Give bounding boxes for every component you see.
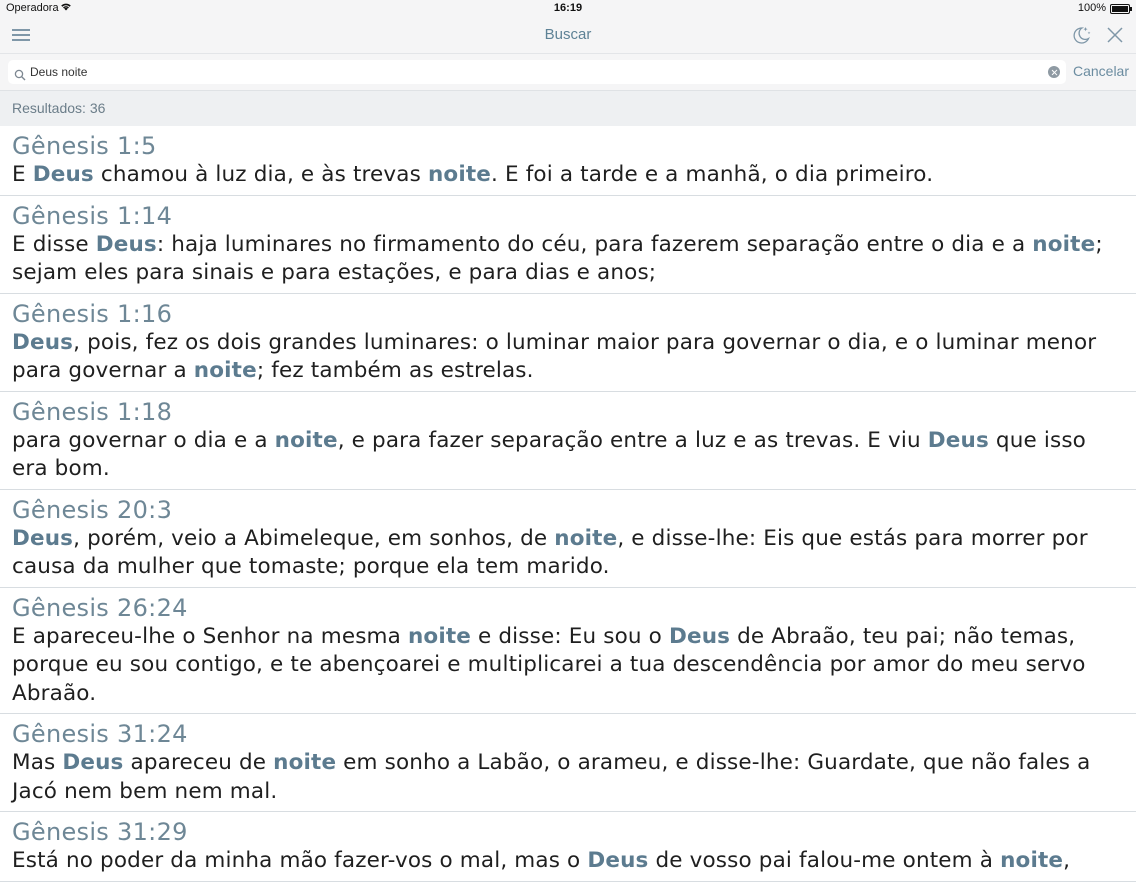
search-bar <box>0 54 1136 91</box>
verse-text-segment: , e disse-lhe: Eis que estás para morrer por causa da mulher que tomaste; porque ela tem marido. <box>12 525 1088 579</box>
highlighted-term: noite <box>273 750 337 775</box>
verse-text <box>12 231 1124 288</box>
results-header <box>0 91 1136 126</box>
verse-text-segment: Está no poder da minha mão fazer-vos o mal, mas o <box>12 848 588 873</box>
verse-text-segment: , e para fazer separação entre a luz e as trevas. E viu <box>337 427 928 453</box>
highlighted-term: noite <box>1032 231 1096 257</box>
verse-reference: Gênesis 31:24 <box>12 720 188 748</box>
highlighted-term: noite <box>407 623 472 649</box>
status-time: 16:19 <box>553 2 583 14</box>
result-item[interactable] <box>0 392 1136 490</box>
clear-search-icon[interactable] <box>1048 66 1060 78</box>
verse-text <box>12 749 1124 806</box>
result-item[interactable] <box>0 490 1136 588</box>
verse-text-segment: E apareceu-lhe o Senhor na mesma <box>12 623 408 649</box>
verse-text-segment: E disse <box>12 231 96 257</box>
nav-bar <box>0 17 1136 54</box>
result-item[interactable] <box>0 196 1136 294</box>
highlighted-term: Deus <box>12 525 74 551</box>
highlighted-term: Deus <box>12 329 74 355</box>
verse-text-segment: ; fez também as estrelas. <box>256 358 534 383</box>
verse-text-segment: , porém, veio a Abimeleque, em sonhos, de <box>73 525 555 551</box>
verse-text <box>12 427 1124 484</box>
highlighted-term: noite <box>274 427 338 453</box>
verse-text-segment: , <box>1063 848 1071 873</box>
results-count: Resultados: 36 <box>12 100 106 116</box>
verse-text-segment: em sonho a Labão, o arameu, e disse-lhe: Guardate, que não fales a Jacó nem bem nem mal. <box>12 750 1091 804</box>
result-item[interactable] <box>0 812 1136 882</box>
verse-text-segment: que isso era bom. <box>12 427 1086 481</box>
highlighted-term: Deus <box>927 427 989 453</box>
result-item[interactable] <box>0 714 1136 812</box>
highlighted-term: Deus <box>587 848 649 873</box>
verse-text <box>12 161 1124 190</box>
highlighted-term: Deus <box>95 231 157 257</box>
verse-reference: Gênesis 1:14 <box>12 201 173 230</box>
verse-text-segment: chamou à luz dia, e às trevas <box>93 162 428 187</box>
verse-reference: Gênesis 1:18 <box>12 397 173 426</box>
close-icon[interactable] <box>1106 26 1124 44</box>
verse-reference: Gênesis 31:29 <box>12 818 188 846</box>
verse-text-segment: ; sejam eles para sinais e para estações, e para dias e anos; <box>12 231 1103 285</box>
result-item[interactable] <box>0 294 1136 392</box>
highlighted-term: noite <box>193 358 257 383</box>
highlighted-term: Deus <box>62 750 124 775</box>
results-list[interactable] <box>0 126 1136 873</box>
verse-text <box>12 329 1124 386</box>
highlighted-term: noite <box>427 162 492 187</box>
verse-text-segment: de Abraão, teu pai; não temas, porque eu sou contigo, e te abençoarei e multiplicarei a tua descendência por amor do meu servo Abraão. <box>12 623 1086 706</box>
search-input[interactable] <box>30 62 1030 82</box>
verse-text-segment: Mas <box>12 750 63 775</box>
verse-text <box>12 623 1124 709</box>
verse-text <box>12 847 1124 876</box>
verse-reference: Gênesis 20:3 <box>12 495 173 524</box>
search-icon <box>14 66 26 78</box>
verse-reference: Gênesis 26:24 <box>12 593 188 622</box>
verse-text-segment: : haja luminares no firmamento do céu, para fazerem separação entre o dia e a <box>156 231 1033 257</box>
night-mode-icon[interactable] <box>1070 24 1092 46</box>
cancel-button[interactable]: Cancelar <box>1072 63 1129 79</box>
verse-reference: Gênesis 1:5 <box>12 132 157 160</box>
verse-reference: Gênesis 1:16 <box>12 299 173 328</box>
verse-text-segment: . E foi a tarde e a manhã, o dia primeiro. <box>491 162 934 187</box>
verse-text-segment: para governar o dia e a <box>12 427 275 453</box>
verse-text <box>12 525 1124 582</box>
verse-text-segment: , pois, fez os dois grandes luminares: o luminar maior para governar o dia, e o luminar menor para governar a <box>12 329 1097 383</box>
verse-text-segment: apareceu de <box>123 750 274 775</box>
result-item[interactable] <box>0 126 1136 196</box>
page-title: Buscar <box>544 26 592 43</box>
battery-icon <box>1110 4 1130 14</box>
verse-text-segment: E <box>12 162 33 187</box>
result-item[interactable] <box>0 588 1136 715</box>
status-bar <box>0 0 1136 17</box>
highlighted-term: Deus <box>668 623 731 649</box>
search-field <box>8 60 1066 84</box>
verse-text-segment: de vosso pai falou-me ontem à <box>648 848 1001 873</box>
highlighted-term: Deus <box>32 162 94 187</box>
battery-percent: 100% <box>1077 2 1106 14</box>
verse-text-segment: e disse: Eu sou o <box>471 623 669 649</box>
carrier-label: Operadora <box>6 2 59 14</box>
highlighted-term: noite <box>554 525 618 551</box>
highlighted-term: noite <box>1000 848 1064 873</box>
